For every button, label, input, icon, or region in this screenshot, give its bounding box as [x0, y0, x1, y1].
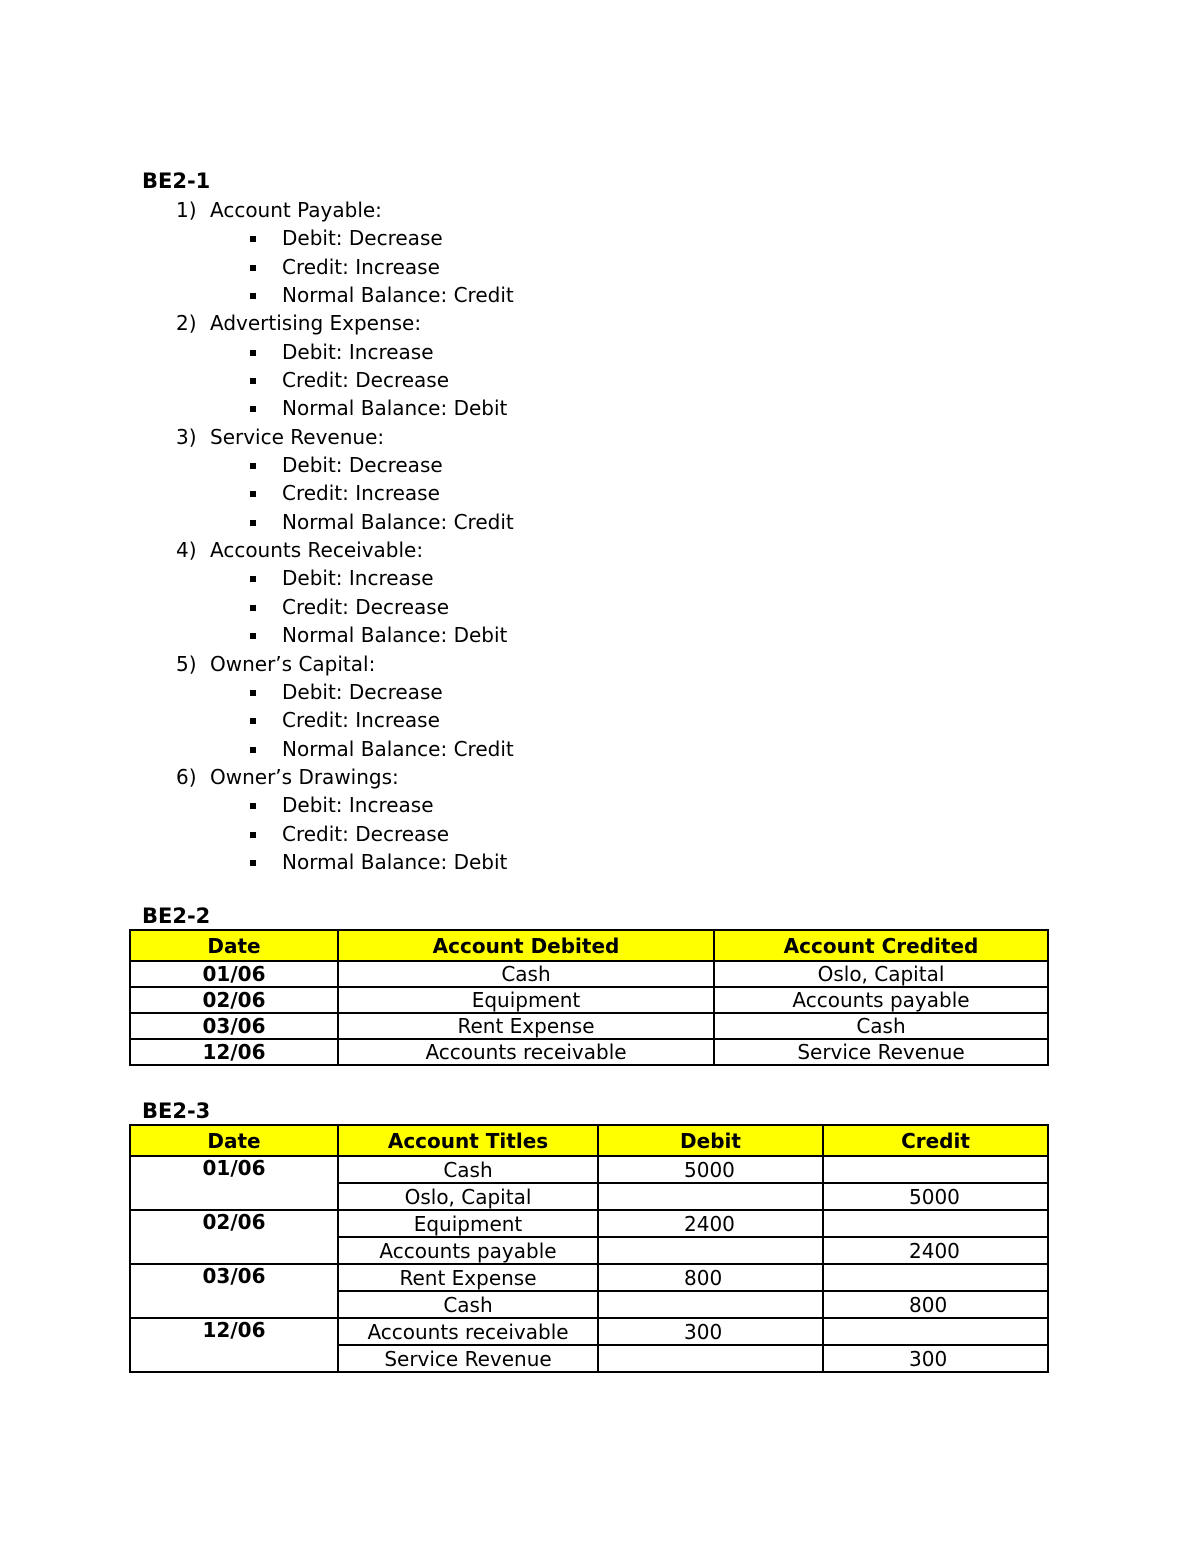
credited-cell: Accounts payable — [714, 987, 1048, 1013]
table-header-row — [130, 1125, 1048, 1156]
normal-balance: Normal Balance: Credit — [176, 281, 514, 309]
account-title-cell: Cash — [338, 1156, 598, 1183]
bullet-icon — [250, 576, 256, 582]
column-header-account-credited: Account Credited — [714, 930, 1048, 961]
bullet-icon — [250, 378, 256, 384]
table-row — [130, 1210, 1048, 1237]
account-item — [176, 763, 514, 876]
normal-balance: Normal Balance: Debit — [176, 848, 514, 876]
table-row — [130, 1156, 1048, 1183]
credit-rule: Credit: Increase — [176, 253, 514, 281]
debited-cell: Rent Expense — [338, 1013, 714, 1039]
credit-cell — [823, 1156, 1048, 1183]
column-header-debit: Debit — [598, 1125, 823, 1156]
credit-rule: Credit: Increase — [176, 706, 514, 734]
be2-1-heading: BE2-1 — [142, 169, 211, 193]
account-title-cell: Accounts payable — [338, 1237, 598, 1264]
date-cell: 02/06 — [130, 987, 338, 1013]
bullet-icon — [250, 690, 256, 696]
debited-cell: Equipment — [338, 987, 714, 1013]
credit-rule: Credit: Decrease — [176, 366, 514, 394]
column-header-credit: Credit — [823, 1125, 1048, 1156]
account-title-cell: Cash — [338, 1291, 598, 1318]
account-number: 5) — [176, 651, 197, 676]
table-row — [130, 1039, 1048, 1065]
be2-3-journal-table — [129, 1124, 1049, 1373]
account-name: Account Payable: — [210, 198, 382, 222]
account-item — [176, 650, 514, 763]
column-header-date: Date — [130, 930, 338, 961]
debit-cell — [598, 1237, 823, 1264]
bullet-icon — [250, 236, 256, 242]
debit-cell — [598, 1183, 823, 1210]
column-header-date: Date — [130, 1125, 338, 1156]
credit-rule: Credit: Increase — [176, 479, 514, 507]
bullet-icon — [250, 860, 256, 866]
debit-rule: Debit: Increase — [176, 791, 514, 819]
normal-balance: Normal Balance: Debit — [176, 621, 514, 649]
table-row — [130, 1013, 1048, 1039]
bullet-icon — [250, 747, 256, 753]
debit-rule: Debit: Increase — [176, 338, 514, 366]
credit-cell: 800 — [823, 1291, 1048, 1318]
account-title-cell: Accounts receivable — [338, 1318, 598, 1345]
date-cell: 01/06 — [130, 1156, 338, 1210]
account-item — [176, 196, 514, 309]
debit-cell: 2400 — [598, 1210, 823, 1237]
credited-cell: Cash — [714, 1013, 1048, 1039]
account-name: Service Revenue: — [210, 424, 385, 449]
bullet-icon — [250, 605, 256, 611]
normal-balance: Normal Balance: Debit — [176, 394, 514, 422]
debit-cell — [598, 1291, 823, 1318]
bullet-icon — [250, 633, 256, 639]
account-title-cell: Oslo, Capital — [338, 1183, 598, 1210]
date-cell: 03/06 — [130, 1013, 338, 1039]
bullet-icon — [250, 406, 256, 412]
date-cell: 02/06 — [130, 1210, 338, 1264]
credit-rule: Credit: Decrease — [176, 593, 514, 621]
account-number: 1) — [176, 198, 197, 222]
bullet-icon — [250, 832, 256, 838]
bullet-icon — [250, 350, 256, 356]
credit-cell: 5000 — [823, 1183, 1048, 1210]
debit-rule: Debit: Decrease — [176, 224, 514, 252]
account-name: Owner’s Capital: — [210, 651, 376, 676]
debit-rule: Debit: Decrease — [176, 451, 514, 479]
debit-cell: 800 — [598, 1264, 823, 1291]
credit-cell: 2400 — [823, 1237, 1048, 1264]
bullet-icon — [250, 803, 256, 809]
bullet-icon — [250, 520, 256, 526]
debit-cell: 300 — [598, 1318, 823, 1345]
normal-balance: Normal Balance: Credit — [176, 508, 514, 536]
credit-cell: 300 — [823, 1345, 1048, 1372]
account-name: Advertising Expense: — [210, 311, 422, 336]
bullet-icon — [250, 718, 256, 724]
table-row — [130, 1318, 1048, 1345]
account-number: 4) — [176, 538, 197, 563]
credit-rule: Credit: Decrease — [176, 820, 514, 848]
column-header-account-titles: Account Titles — [338, 1125, 598, 1156]
account-title-cell: Rent Expense — [338, 1264, 598, 1291]
account-name: Accounts Receivable: — [210, 538, 424, 563]
be2-2-heading: BE2-2 — [142, 904, 211, 928]
date-cell: 01/06 — [130, 961, 338, 987]
credit-cell — [823, 1318, 1048, 1345]
account-item — [176, 309, 514, 422]
bullet-icon — [250, 293, 256, 299]
account-number: 2) — [176, 311, 197, 336]
table-header-row — [130, 930, 1048, 961]
account-name: Owner’s Drawings: — [210, 764, 399, 789]
debit-rule: Debit: Increase — [176, 564, 514, 592]
bullet-icon — [250, 463, 256, 469]
account-item — [176, 423, 514, 536]
debited-cell: Accounts receivable — [338, 1039, 714, 1065]
debit-rule: Debit: Decrease — [176, 678, 514, 706]
account-number: 6) — [176, 764, 197, 789]
be2-3-heading: BE2-3 — [142, 1099, 211, 1123]
bullet-icon — [250, 265, 256, 271]
credited-cell: Oslo, Capital — [714, 961, 1048, 987]
credit-cell — [823, 1264, 1048, 1291]
table-row — [130, 987, 1048, 1013]
account-title-cell: Service Revenue — [338, 1345, 598, 1372]
debit-cell: 5000 — [598, 1156, 823, 1183]
be2-2-table — [129, 929, 1049, 1066]
credit-cell — [823, 1210, 1048, 1237]
bullet-icon — [250, 491, 256, 497]
be2-1-account-list — [176, 196, 514, 876]
table-row — [130, 1264, 1048, 1291]
account-number: 3) — [176, 424, 197, 449]
date-cell: 12/06 — [130, 1318, 338, 1372]
date-cell: 12/06 — [130, 1039, 338, 1065]
table-row — [130, 961, 1048, 987]
date-cell: 03/06 — [130, 1264, 338, 1318]
debit-cell — [598, 1345, 823, 1372]
credited-cell: Service Revenue — [714, 1039, 1048, 1065]
account-title-cell: Equipment — [338, 1210, 598, 1237]
column-header-account-debited: Account Debited — [338, 930, 714, 961]
normal-balance: Normal Balance: Credit — [176, 735, 514, 763]
account-item — [176, 536, 514, 649]
debited-cell: Cash — [338, 961, 714, 987]
